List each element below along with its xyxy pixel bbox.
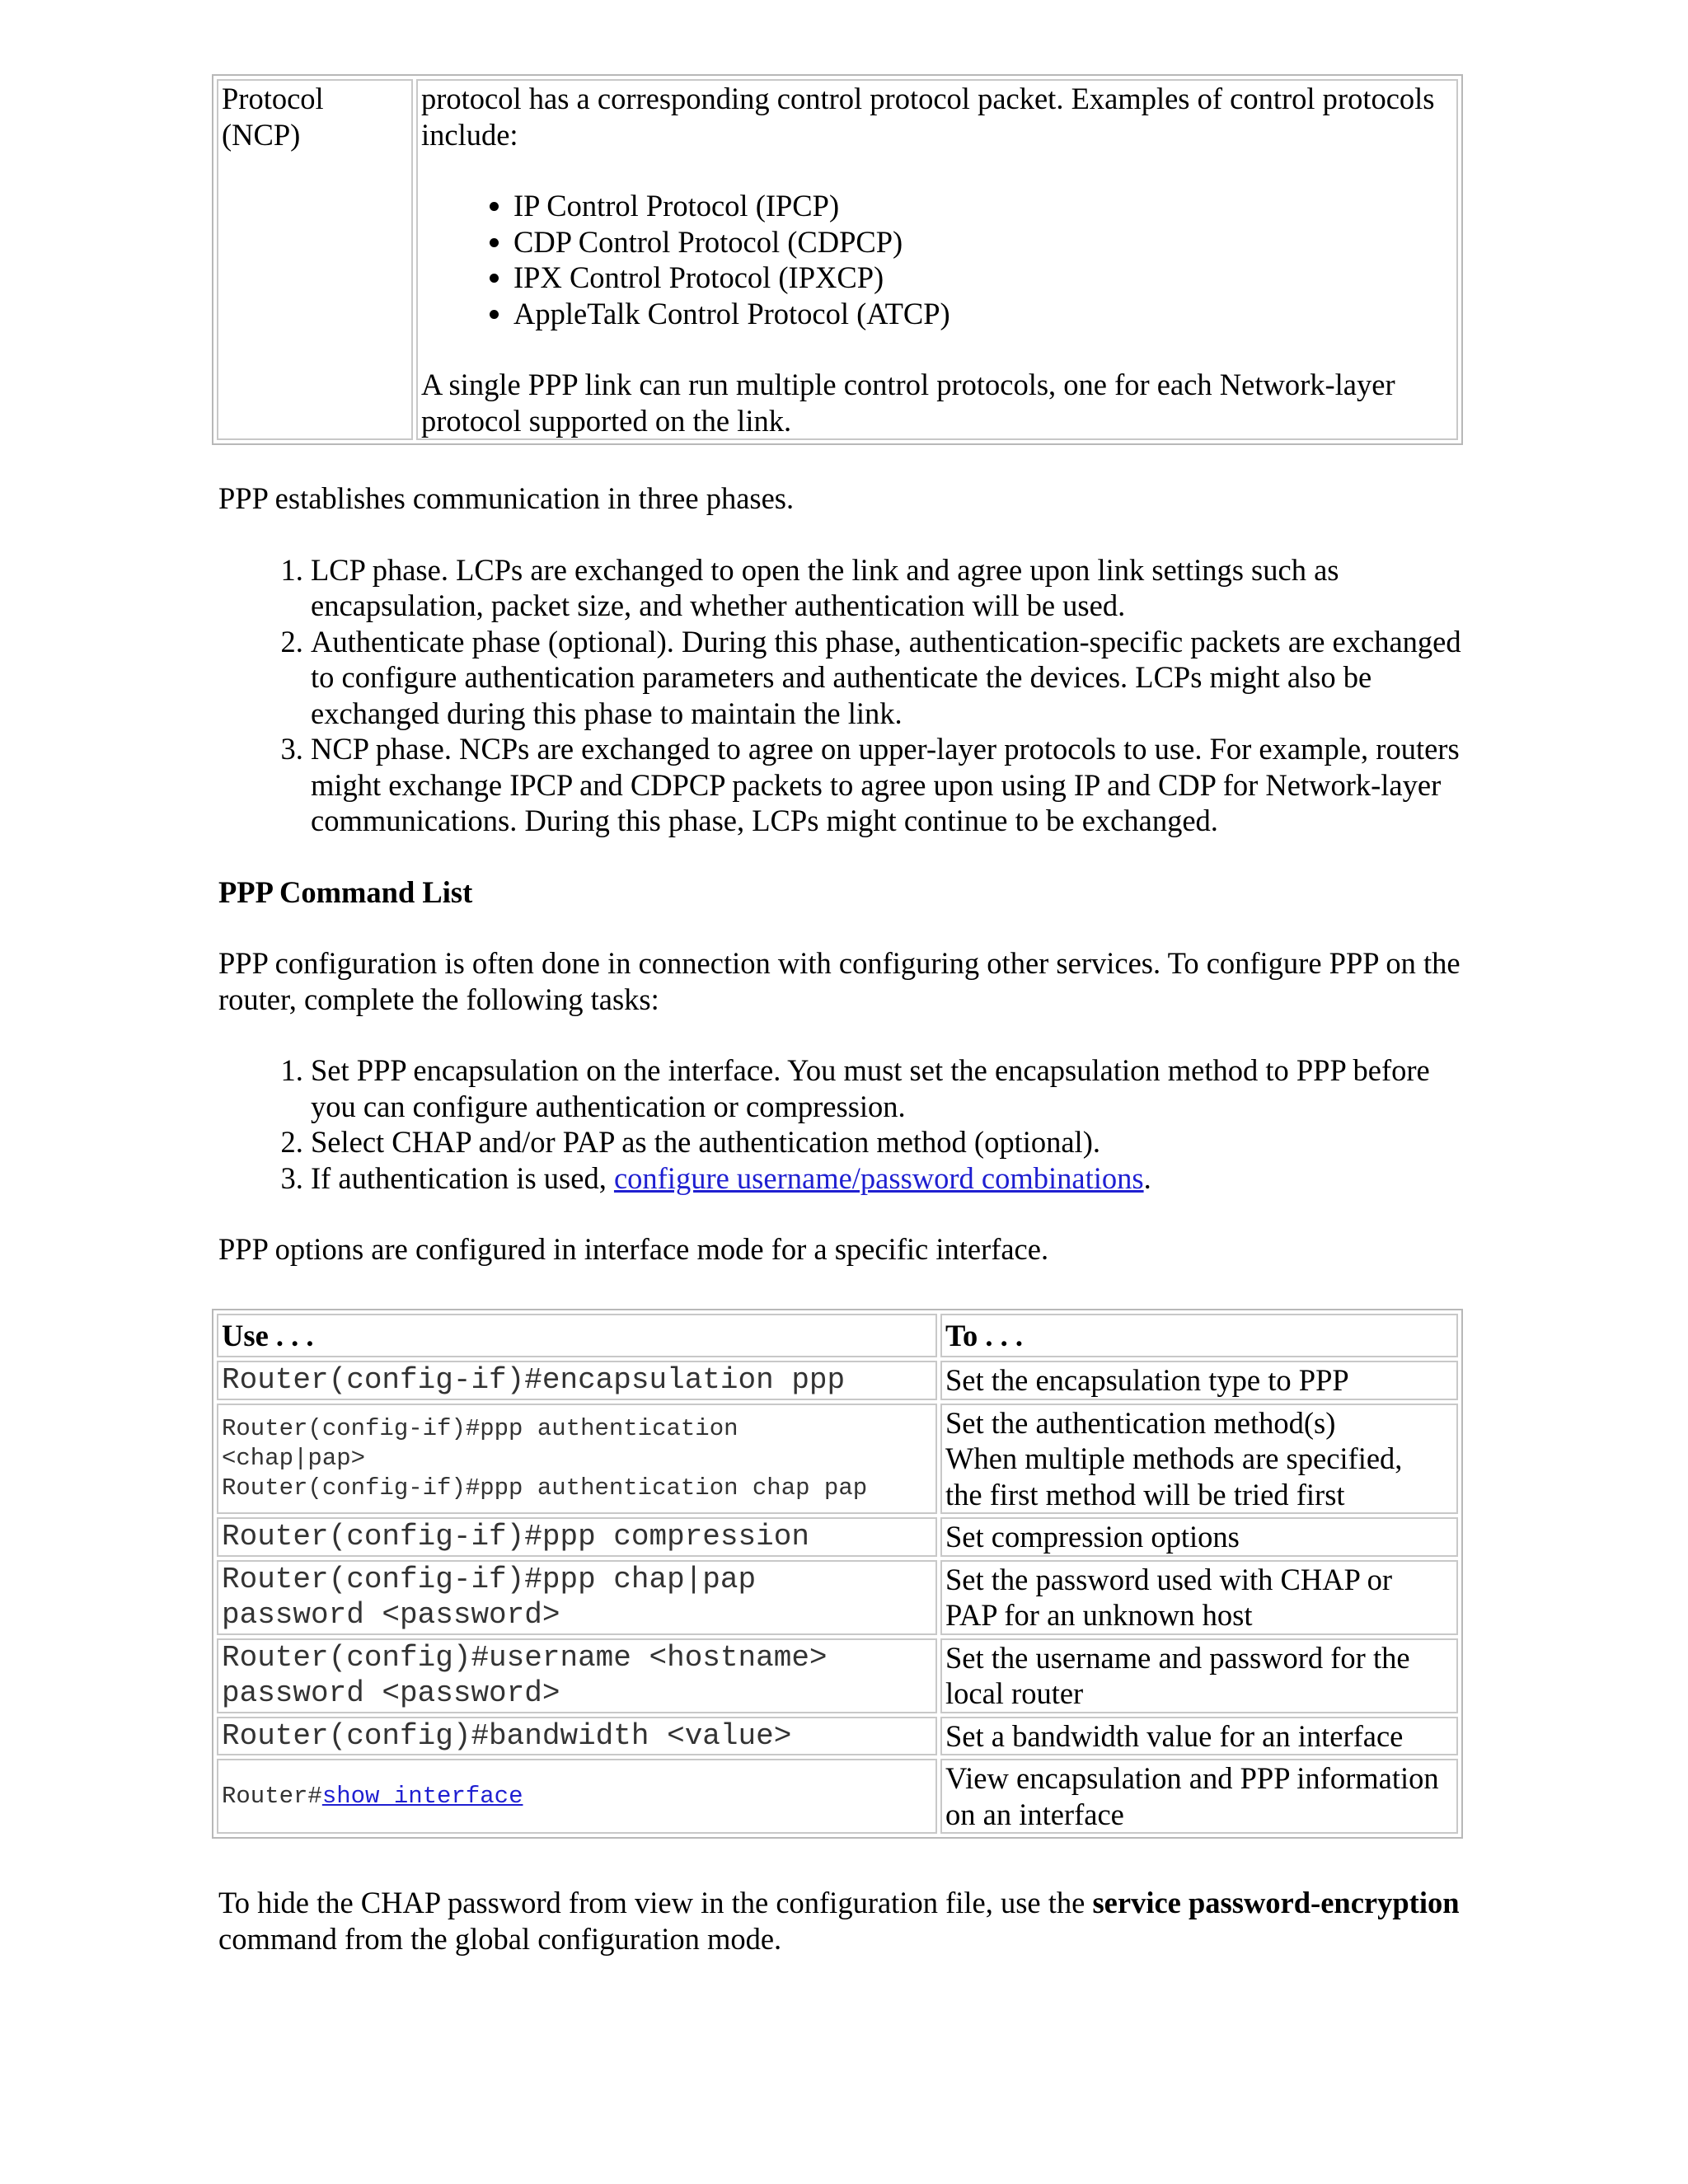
description-cell: [940, 1759, 1458, 1834]
ncp-name-line: Protocol: [222, 82, 324, 115]
command-text: Router#: [222, 1782, 322, 1810]
phases-list: [218, 552, 1463, 839]
list-item: 2. Authenticate phase (optional). During this phase, authentication-specific packets are exchanged to configure authentication parameters and authenticate the devices. LCPs might also be exchanged during this phase to maintain the link.: [311, 624, 1463, 732]
configure-credentials-link[interactable]: configure username/password combinations: [613, 1160, 1144, 1195]
description-cell: [940, 1361, 1458, 1400]
command-text: Router(config-if)#ppp authentication chap pap: [222, 1474, 868, 1502]
command-text: <chap|pap>: [222, 1444, 366, 1472]
ncp-intro: protocol has a corresponding control protocol packet. Examples of control protocols include:: [421, 82, 1435, 152]
command-text: Router(config)#bandwidth <value>: [222, 1718, 792, 1753]
section-heading: PPP Command List: [218, 874, 473, 909]
table-row: [217, 1361, 1458, 1400]
list-item: • AppleTalk Control Protocol (ATCP): [513, 296, 1453, 332]
command-text: Router(config-if)#ppp authentication: [222, 1414, 738, 1442]
table-row: [217, 1517, 1458, 1557]
command-cell: [217, 1717, 937, 1756]
description-text: Set compression options: [945, 1520, 1240, 1554]
description-text: Set the authentication method(s): [945, 1405, 1336, 1440]
closing-text: To hide the CHAP password from view in the configuration file, use the: [218, 1886, 1093, 1919]
closing-paragraph: [218, 1885, 1463, 1957]
table-row: [217, 1759, 1458, 1834]
list-item: 3. NCP phase. NCPs are exchanged to agree on upper-layer protocols to use. For example, routers might exchange IPCP and CDPCP packets to agree upon using IP and CDP for Network-layer communications. During this phase, LCPs might continue to be exchanged.: [311, 731, 1463, 839]
command-cell: [217, 1404, 937, 1515]
table-row: [217, 1560, 1458, 1635]
command-text: Router(config-if)#encapsulation ppp: [222, 1363, 846, 1397]
ncp-name-line: (NCP): [222, 117, 301, 152]
column-header-to: To . . .: [940, 1314, 1458, 1358]
table-header-row: [217, 1314, 1458, 1358]
list-item: 2. Select CHAP and/or PAP as the authentication method (optional).: [311, 1124, 1463, 1160]
ncp-name-cell: [217, 79, 413, 440]
command-cell: [217, 1759, 937, 1834]
column-header-use: Use . . .: [217, 1314, 937, 1358]
list-item: • IPX Control Protocol (IPXCP): [513, 260, 1453, 296]
description-text: View encapsulation and PPP information: [945, 1761, 1439, 1795]
command-cell: [217, 1361, 937, 1400]
description-text: Set the username and password for the: [945, 1640, 1410, 1675]
list-item: • CDP Control Protocol (CDPCP): [513, 224, 1453, 260]
list-item: 1. Set PPP encapsulation on the interface. You must set the encapsulation method to PPP before you can configure authentication or compression.: [311, 1052, 1463, 1124]
list-item: 1. LCP phase. LCPs are exchanged to open the link and agree upon link settings such as encapsulation, packet size, and whether authentication will be used.: [311, 552, 1463, 624]
command-table: [212, 1309, 1463, 1840]
description-cell: [940, 1717, 1458, 1756]
table-row: [217, 1404, 1458, 1515]
ncp-closing: A single PPP link can run multiple control protocols, one for each Network-layer protocol supported on the link.: [421, 368, 1395, 438]
list-item: [311, 1160, 1463, 1197]
command-list-intro: PPP configuration is often done in connection with configuring other services. To configure PPP on the router, complete the following tasks:: [218, 946, 1461, 1016]
closing-command: service password-encryption: [1092, 1886, 1460, 1919]
description-text: PAP for an unknown host: [945, 1598, 1253, 1632]
table-row: [217, 79, 1458, 440]
description-text: Set a bandwidth value for an interface: [945, 1718, 1404, 1753]
command-cell: [217, 1517, 937, 1557]
show-interface-link[interactable]: show interface: [321, 1782, 523, 1810]
description-text: When multiple methods are specified,: [945, 1441, 1403, 1475]
ncp-examples-list: [421, 188, 1453, 331]
phases-intro: PPP establishes communication in three phases.: [218, 481, 795, 515]
command-cell: [217, 1638, 937, 1713]
options-note: PPP options are configured in interface mode for a specific interface.: [218, 1232, 1049, 1266]
description-text: local router: [945, 1676, 1084, 1710]
command-text: Router(config)#username <hostname>: [222, 1640, 828, 1675]
list-item: • IP Control Protocol (IPCP): [513, 188, 1453, 224]
description-cell: [940, 1404, 1458, 1515]
description-cell: [940, 1560, 1458, 1635]
task-text: If authentication is used,: [311, 1160, 614, 1195]
table-row: [217, 1717, 1458, 1756]
task-text: .: [1143, 1160, 1151, 1195]
ncp-description-cell: [416, 79, 1458, 440]
description-text: on an interface: [945, 1797, 1124, 1831]
command-text: password <password>: [222, 1598, 560, 1632]
ncp-table: [212, 74, 1463, 445]
description-text: Set the password used with CHAP or: [945, 1562, 1393, 1596]
description-cell: [940, 1638, 1458, 1713]
tasks-list: [218, 1052, 1463, 1196]
description-text: the first method will be tried first: [945, 1477, 1345, 1511]
command-cell: [217, 1560, 937, 1635]
description-cell: [940, 1517, 1458, 1557]
closing-text: command from the global configuration mode.: [218, 1921, 782, 1956]
command-text: Router(config-if)#ppp chap|pap: [222, 1562, 757, 1596]
document-page: [218, 74, 1463, 1957]
command-text: Router(config-if)#ppp compression: [222, 1520, 809, 1554]
command-text: password <password>: [222, 1676, 560, 1710]
table-row: [217, 1638, 1458, 1713]
description-text: Set the encapsulation type to PPP: [945, 1363, 1349, 1397]
